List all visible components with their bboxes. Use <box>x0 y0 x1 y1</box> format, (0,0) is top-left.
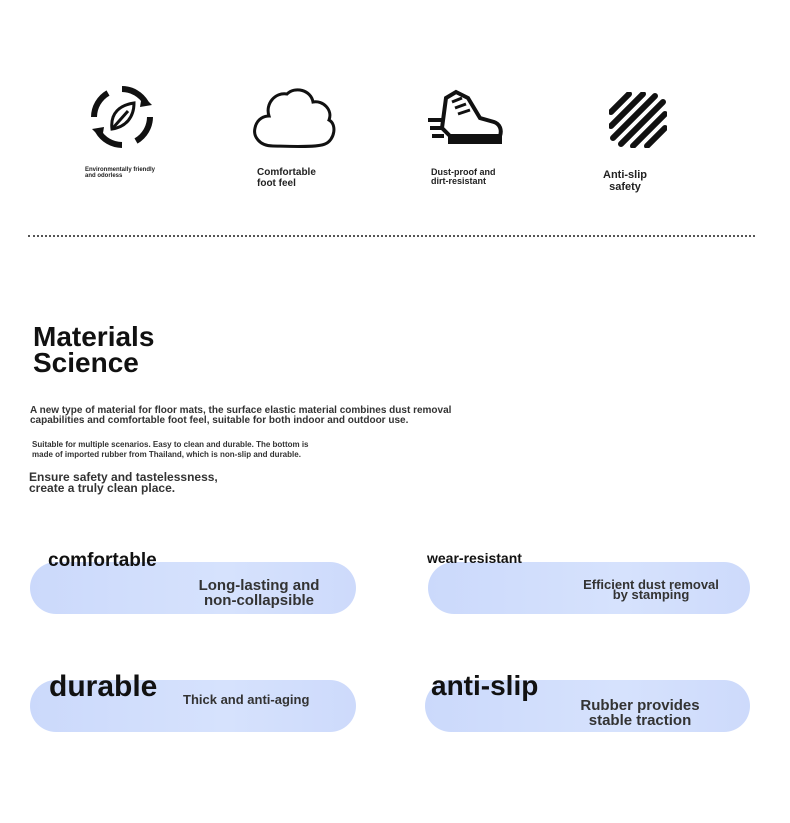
safety-paragraph: Ensure safety and tastelessness, create a truly clean place. <box>29 470 218 495</box>
leaf-recycle-icon <box>90 85 154 149</box>
property-tag-wear-resistant: wear-resistant <box>427 550 522 566</box>
feature-eco <box>47 85 197 149</box>
property-tag-anti-slip: anti-slip <box>431 670 539 701</box>
feature-comfort-label: Comfortable foot feel <box>257 167 316 189</box>
feature-antislip-label: Anti-slip safety <box>603 169 647 193</box>
feature-antislip <box>563 92 713 148</box>
property-desc-wear-resistant: Efficient dust removal by stamping <box>583 577 719 602</box>
property-tag-comfortable: comfortable <box>48 550 157 571</box>
feature-eco-label: Environmentally friendly and odorless <box>85 167 156 180</box>
scenario-paragraph: Suitable for multiple scenarios. Easy to clean and durable. The bottom is made of imported rubber from Thailand, which is non-slip and durable. <box>32 440 309 459</box>
property-desc-comfortable: Long-lasting and non-collapsible <box>198 577 320 609</box>
cloud-icon <box>251 86 337 150</box>
feature-comfort <box>219 86 369 150</box>
feature-dustproof-label: Dust-proof and dirt-resistant <box>431 167 496 187</box>
property-tag-durable: durable <box>49 670 158 703</box>
diagonal-stripes-icon <box>609 92 667 148</box>
sneaker-icon <box>428 88 504 148</box>
dotted-divider <box>28 235 755 237</box>
intro-paragraph: A new type of material for floor mats, the surface elastic material combines dust removal capabilities and comfortable foot feel, suitable for both indoor and outdoor use. <box>30 405 452 426</box>
property-desc-durable: Thick and anti-aging <box>183 692 310 707</box>
feature-dustproof <box>391 88 541 148</box>
property-desc-anti-slip: Rubber provides stable traction <box>580 697 700 729</box>
section-title: Materials Science <box>33 321 155 378</box>
